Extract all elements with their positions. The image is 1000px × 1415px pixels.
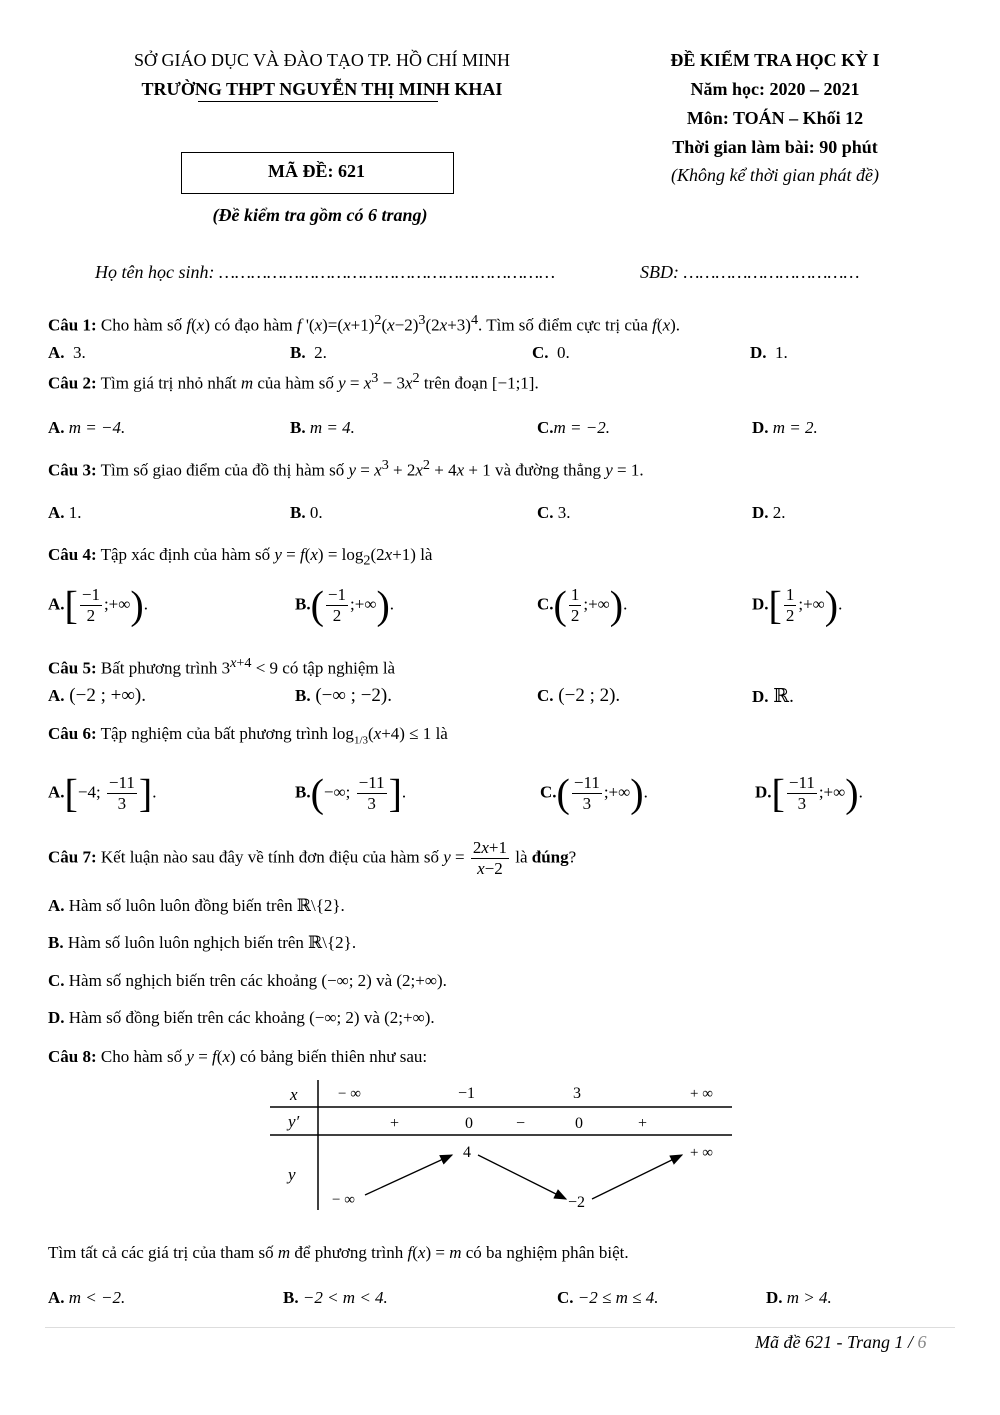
vt-yp-label: y′ <box>288 1112 300 1131</box>
vt-x-plus-inf: + ∞ <box>690 1086 713 1102</box>
duration-note: (Không kể thời gian phát đề) <box>670 165 880 185</box>
question-7: Câu 7: Kết luận nào sau đây về tính đơn điệu của hàm số y = $\frac{2x+1}{x-2}$ là đúng? <box>48 838 577 878</box>
question-1: Câu 1: Cho hàm số f(x) có đạo hàm f '$(x)=(x+1)^2(x-2)^3(2x+3)^4$. Tìm số điểm cực trị của f(x). <box>48 312 681 335</box>
q2-option-d[interactable]: D. m = 2. <box>752 418 818 437</box>
vt-x-3: 3 <box>573 1085 581 1102</box>
dept-name: SỞ GIÁO DỤC VÀ ĐÀO TẠO TP. HỒ CHÍ MINH <box>133 50 511 70</box>
q1-option-a[interactable]: A. 3. <box>48 343 86 362</box>
q1-option-c[interactable]: C. 0. <box>532 343 570 362</box>
q5-option-b[interactable]: B. (−∞ ; −2). <box>295 685 393 706</box>
q1-option-b[interactable]: B. 2. <box>290 343 327 362</box>
question-4: Câu 4: Tập xác định của hàm số $y = f(x) = \log_2(2x+1)$ là <box>48 545 433 569</box>
q2-option-c[interactable]: C.m = −2. <box>537 418 611 437</box>
vt-y-min: −2 <box>568 1194 586 1211</box>
question-3: Câu 3: Tìm số giao điểm của đồ thị hàm số $y = x^3 + 2x^2 + 4x + 1$ và đường thẳng y = 1. <box>48 457 644 480</box>
q8-option-a[interactable]: A. m < −2. <box>48 1288 126 1307</box>
q7-option-b[interactable]: B. Hàm số luôn luôn nghịch biến trên ℝ\{2}. <box>48 933 357 952</box>
footer-total-pages: 6 <box>917 1332 927 1352</box>
vt-sign-2: 0 <box>465 1115 473 1132</box>
school-year: Năm học: 2020 – 2021 <box>690 79 860 99</box>
question-8: Câu 8: Cho hàm số y = f(x) có bảng biến thiên như sau: <box>48 1047 428 1066</box>
q4-option-d[interactable]: D.[ $\frac{1}{2}$ ;+∞). <box>752 582 843 628</box>
vt-y-plus-inf: + ∞ <box>690 1145 713 1161</box>
footer-divider <box>45 1327 955 1328</box>
vt-arrow-down <box>478 1155 566 1199</box>
sbd-field: SBD: …………………………… <box>640 262 860 282</box>
q6-option-a[interactable]: A.[−4; $\frac{-11}{3}$ ]. <box>48 770 157 816</box>
student-name-field: Họ tên học sinh: ……………………………………………………… <box>95 262 556 282</box>
question-6: Câu 6: Tập nghiệm của bất phương trình $\log_{1/3}(x+4) \le 1$ là <box>48 724 448 747</box>
q3-option-d[interactable]: D. 2. <box>752 503 786 522</box>
q7-option-a[interactable]: A. Hàm số luôn luôn đồng biến trên ℝ\{2}. <box>48 896 345 915</box>
q1-text-b: có đạo hàm <box>214 315 293 335</box>
vt-sign-3: − <box>516 1115 526 1132</box>
q5-option-a[interactable]: A. (−2 ; +∞). <box>48 685 146 706</box>
vt-y-max: 4 <box>463 1144 471 1161</box>
q3-option-b[interactable]: B. 0. <box>290 503 323 522</box>
q2-option-a[interactable]: A. m = −4. <box>48 418 126 437</box>
q8-option-c[interactable]: C. −2 ≤ m ≤ 4. <box>557 1288 659 1307</box>
q6-option-c[interactable]: C.( $\frac{-11}{3}$ ;+∞). <box>540 770 648 816</box>
duration: Thời gian làm bài: 90 phút <box>672 137 878 157</box>
pages-note: (Đề kiểm tra gồm có 6 trang) <box>212 205 428 225</box>
q2-option-b[interactable]: B. m = 4. <box>290 418 355 437</box>
vt-x-neg1: −1 <box>458 1085 476 1102</box>
q3-option-a[interactable]: A. 1. <box>48 503 82 522</box>
subject: Môn: TOÁN – Khối 12 <box>686 108 864 128</box>
vt-x-label: x <box>290 1085 298 1104</box>
variation-table <box>270 1080 740 1215</box>
question-8-prompt: Tìm tất cả các giá trị của tham số m để phương trình f(x) = m có ba nghiệm phân biệt. <box>48 1243 629 1262</box>
footer-page-info: Mã đề 621 - Trang 1 / 6 <box>755 1332 927 1352</box>
vt-x-minus-inf: − ∞ <box>338 1086 361 1102</box>
q1-label: Câu 1: <box>48 315 97 335</box>
vt-sign-1: + <box>390 1115 400 1132</box>
vt-arrow-up-1 <box>365 1155 452 1195</box>
q8-option-b[interactable]: B. −2 < m < 4. <box>283 1288 388 1307</box>
q5-option-d[interactable]: D. ℝ. <box>752 686 794 707</box>
q4-option-b[interactable]: B.( $\frac{-1}{2}$ ;+∞). <box>295 582 395 628</box>
school-name: TRƯỜNG THPT NGUYỄN THỊ MINH KHAI <box>141 79 503 99</box>
q5-option-c[interactable]: C. (−2 ; 2). <box>537 685 621 706</box>
q7-option-c[interactable]: C. Hàm số nghịch biến trên các khoảng (−∞; 2) và (2;+∞). <box>48 971 447 990</box>
vt-arrow-up-2 <box>592 1155 682 1199</box>
vt-y-label: y <box>288 1165 296 1184</box>
q1-option-d[interactable]: D. 1. <box>750 343 788 362</box>
vt-y-minus-inf: − ∞ <box>332 1192 355 1208</box>
exam-title: ĐỀ KIỂM TRA HỌC KỲ I <box>670 50 880 70</box>
q4-option-c[interactable]: C.( $\frac{1}{2}$ ;+∞). <box>537 582 628 628</box>
q7-option-d[interactable]: D. Hàm số đồng biến trên các khoảng (−∞; 2) và (2;+∞). <box>48 1008 435 1027</box>
q4-option-a[interactable]: A.[ $\frac{-1}{2}$ ;+∞). <box>48 582 148 628</box>
q6-option-d[interactable]: D.[ $\frac{-11}{3}$ ;+∞). <box>755 770 863 816</box>
question-5: Câu 5: Bất phương trình $3^{x+4} < 9$ có tập nghiệm là <box>48 655 396 678</box>
q1-text-c: . Tìm số điểm cực trị của <box>478 315 648 335</box>
vt-sign-5: + <box>638 1115 648 1132</box>
exam-code: MÃ ĐỀ: 621 <box>268 161 365 181</box>
q6-option-b[interactable]: B.(−∞; $\frac{-11}{3}$ ]. <box>295 770 407 816</box>
q3-option-c[interactable]: C. 3. <box>537 503 571 522</box>
school-underline <box>198 101 438 102</box>
vt-sign-4: 0 <box>575 1115 583 1132</box>
q1-text-a: Cho hàm số <box>100 315 183 335</box>
q8-option-d[interactable]: D. m > 4. <box>766 1288 832 1307</box>
question-2: Câu 2: Tìm giá trị nhỏ nhất m của hàm số $y = x^3 - 3x^2$ trên đoạn [−1;1]. <box>48 370 539 393</box>
